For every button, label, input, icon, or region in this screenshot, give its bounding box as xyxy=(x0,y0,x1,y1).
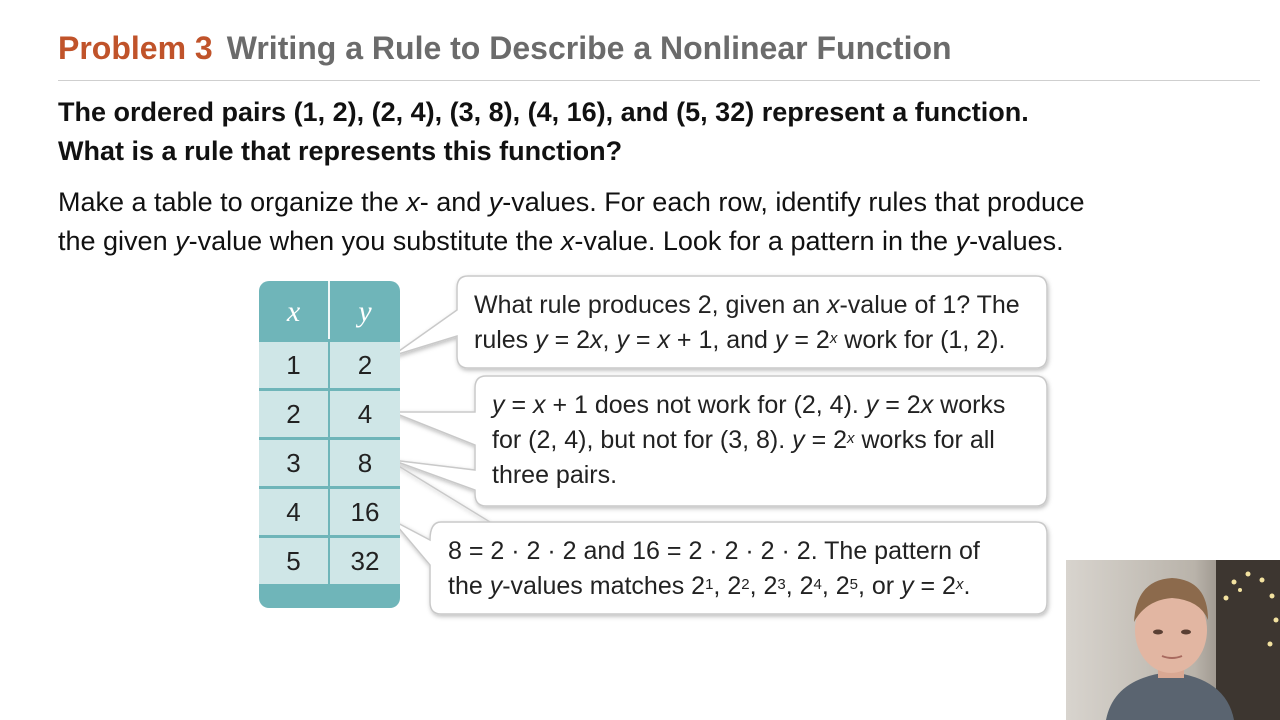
table-header xyxy=(259,281,400,339)
cell-x: 3 xyxy=(286,448,301,478)
callout-3-line-2: the y-values matches $2^1$, $2^2$, $2^3$, $2^4$, $2^5$, or $y = 2^x$. xyxy=(448,572,971,600)
webcam-video xyxy=(1066,560,1280,720)
table-row xyxy=(259,489,400,535)
table-row xyxy=(259,342,400,388)
cell-y: 32 xyxy=(350,546,380,576)
callout-3-text xyxy=(448,534,980,604)
callout-2-text xyxy=(492,388,1005,493)
column-header-y: y xyxy=(358,295,372,328)
cell-x: 5 xyxy=(286,546,301,576)
cell-y: 4 xyxy=(357,399,373,429)
callout-1-line-1: What rule produces 2, given an x-value of 1? The xyxy=(474,291,1020,319)
question-line-1: The ordered pairs (1, 2), (2, 4), (3, 8), (4, 16), and (5, 32) represent a function. xyxy=(58,97,1029,127)
question-line-2: What is a rule that represents this function? xyxy=(58,136,623,166)
table-footer xyxy=(259,586,400,608)
xy-table xyxy=(259,281,400,608)
cell-x: 2 xyxy=(286,399,301,429)
table-row xyxy=(259,391,400,437)
instructions-line-1: Make a table to organize the x- and y-values. For each row, identify rules that produce xyxy=(58,187,1085,217)
presenter-image xyxy=(1066,560,1280,720)
callout-1-line-2: rules y = 2x, y = x + 1, and $y = 2^x$ work for (1, 2). xyxy=(474,326,1006,354)
callout-2-line-3: three pairs. xyxy=(492,461,618,489)
table-row xyxy=(259,538,400,584)
problem-label: Problem 3 xyxy=(58,30,213,66)
callout-2-line-2: for (2, 4), but not for (3, 8). $y = 2^x$ works for all xyxy=(492,426,995,454)
callout-1-text xyxy=(474,288,1020,358)
column-header-x: x xyxy=(286,295,301,328)
cell-x: 4 xyxy=(286,497,301,527)
callout-2-line-1: y = x + 1 does not work for (2, 4). y = 2x works xyxy=(492,391,1006,419)
cell-x: 1 xyxy=(286,350,301,380)
cell-y: 2 xyxy=(357,350,373,380)
callout-3-line-1: 8 = 2 · 2 · 2 and 16 = 2 · 2 · 2 · 2. The pattern of xyxy=(448,537,980,565)
problem-title: Writing a Rule to Describe a Nonlinear Function xyxy=(226,30,952,66)
instructions-line-2: the given y-value when you substitute the x-value. Look for a pattern in the y-values. xyxy=(58,226,1064,256)
table-row xyxy=(259,440,400,486)
cell-y: 8 xyxy=(357,448,373,478)
cell-y: 16 xyxy=(350,497,380,527)
